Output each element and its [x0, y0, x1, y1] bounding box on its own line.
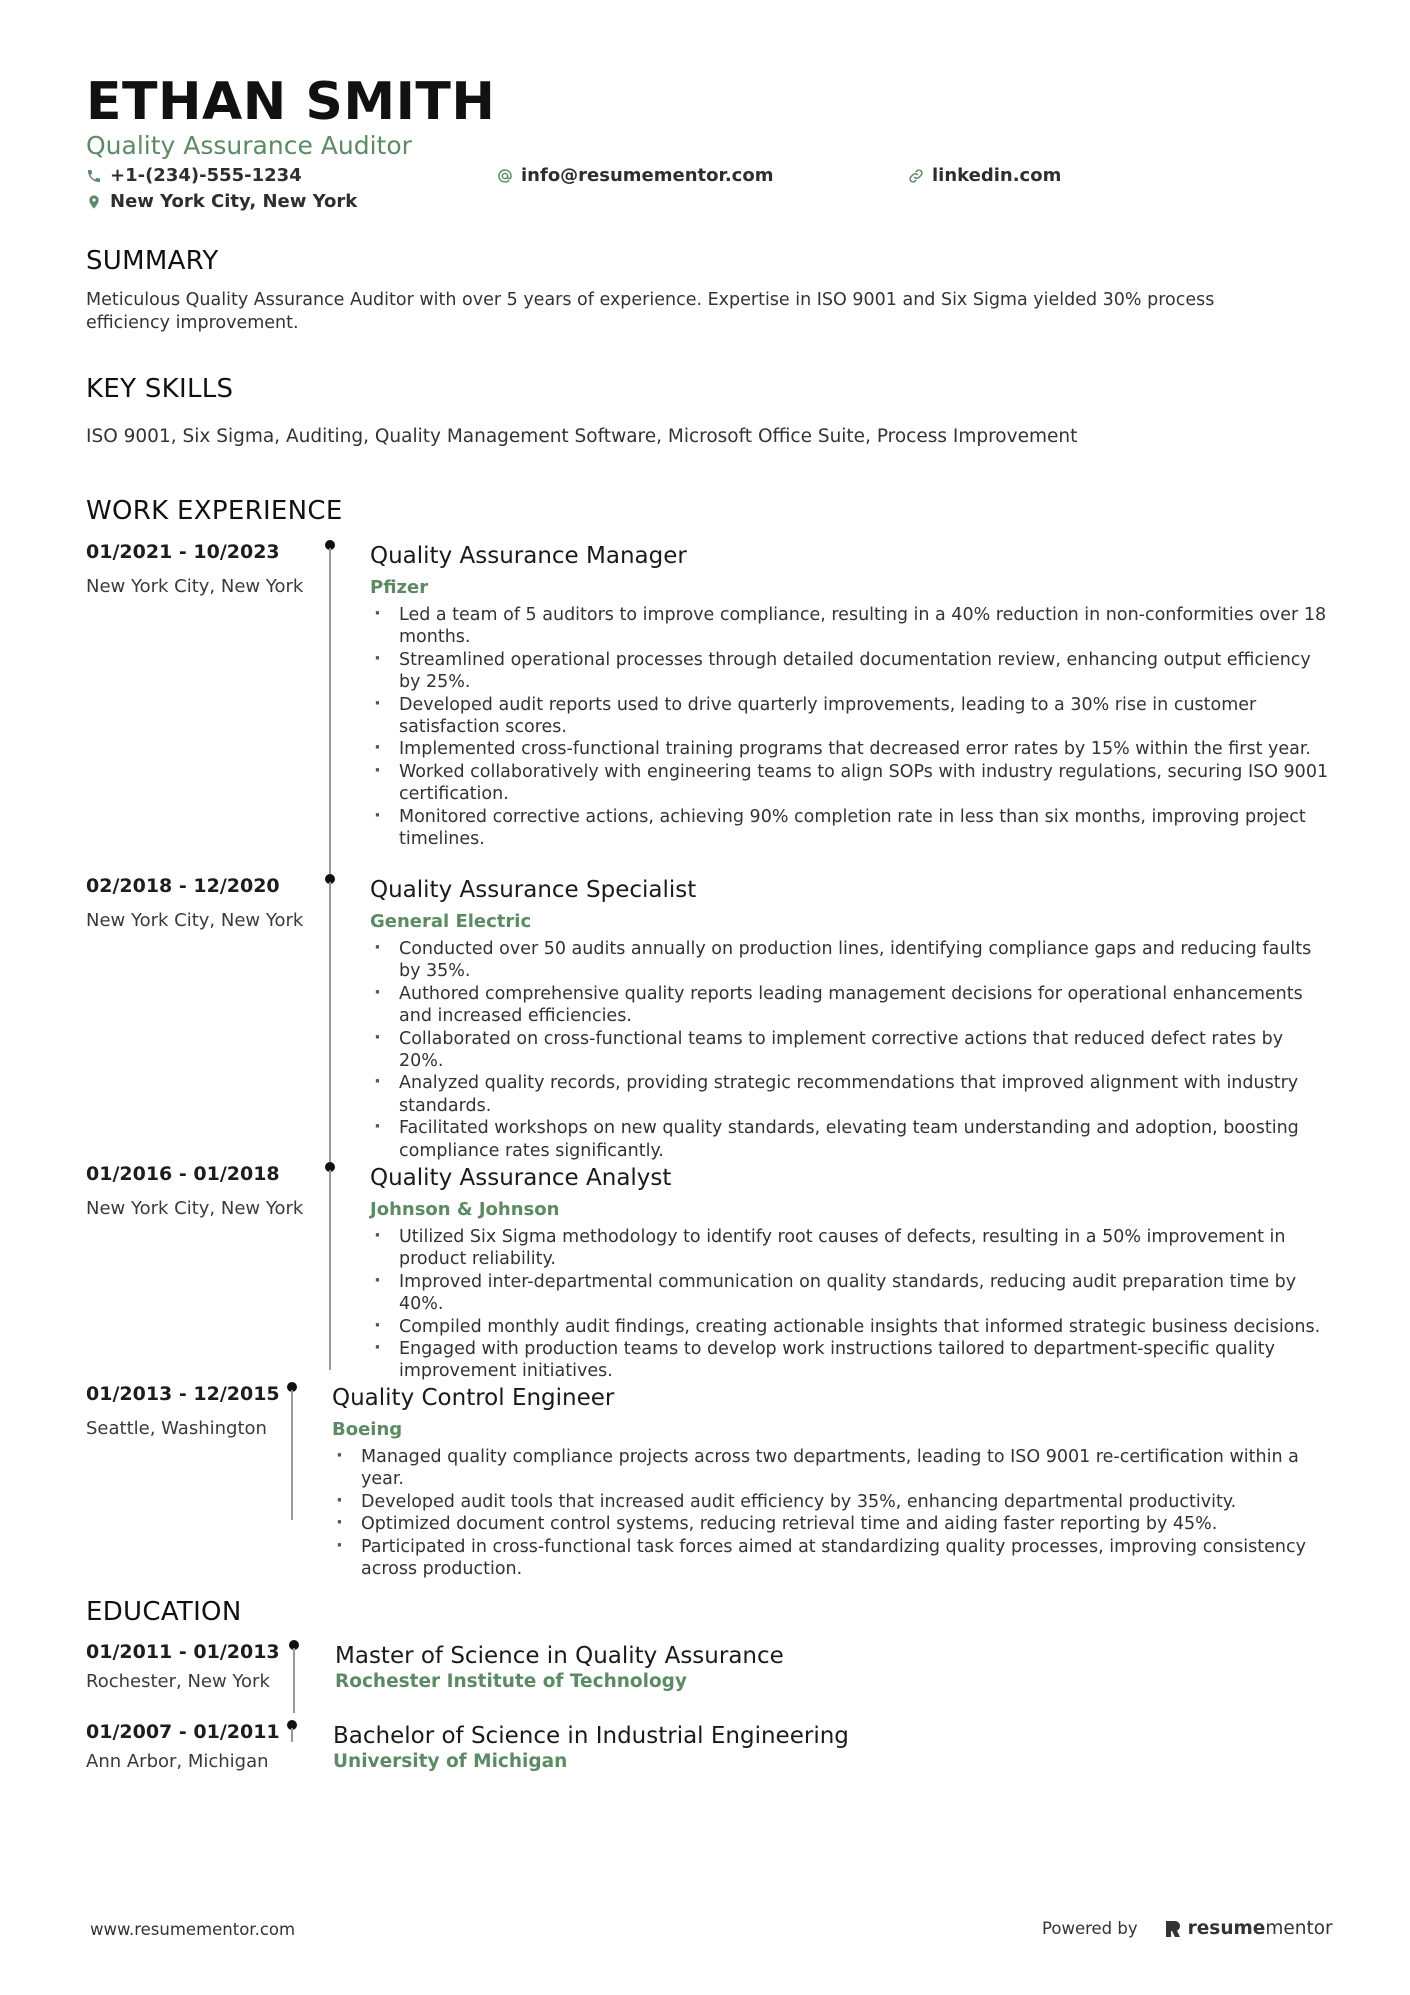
brand-name-thin: mentor	[1265, 1918, 1333, 1939]
job-bullet: · Facilitated workshops on new quality standards, elevating team understanding and adoption, boosting compliance rates significantly.	[370, 1117, 1330, 1162]
location-contact	[86, 190, 357, 214]
job-company: Johnson & Johnson	[370, 1199, 560, 1220]
job-bullet: · Developed audit reports used to drive quarterly improvements, leading to a 30% rise in customer satisfaction scores.	[370, 694, 1330, 739]
map-pin-icon	[86, 194, 102, 210]
job-dates: 01/2021 - 10/2023	[86, 541, 280, 563]
phone-contact	[86, 164, 302, 188]
job-bullet: · Developed audit tools that increased audit efficiency by 35%, enhancing departmental productivity.	[332, 1491, 1332, 1513]
candidate-title: Quality Assurance Auditor	[86, 131, 412, 160]
education-school: University of Michigan	[333, 1751, 568, 1772]
job-bullet: · Utilized Six Sigma methodology to identify root causes of defects, resulting in a 50% improvement in product reliability.	[370, 1226, 1330, 1271]
education-location: Ann Arbor, Michigan	[86, 1751, 269, 1772]
job-role: Quality Assurance Specialist	[370, 877, 697, 903]
job-location: New York City, New York	[86, 910, 304, 931]
job-bullet: · Collaborated on cross-functional teams to implement corrective actions that reduced defect rates by 20%.	[370, 1028, 1330, 1073]
timeline-line	[291, 1390, 293, 1520]
job-bullet: · Engaged with production teams to develop work instructions tailored to department-specific quality improvement initiatives.	[370, 1338, 1330, 1383]
skills-text: ISO 9001, Six Sigma, Auditing, Quality Management Software, Microsoft Office Suite, Process Improvement	[86, 426, 1078, 447]
education-school: Rochester Institute of Technology	[335, 1671, 687, 1692]
job-bullet: · Worked collaboratively with engineering teams to align SOPs with industry regulations, securing ISO 9001 certification.	[370, 761, 1330, 806]
at-icon	[497, 168, 513, 184]
job-bullet: · Compiled monthly audit findings, creating actionable insights that informed strategic business decisions.	[370, 1316, 1330, 1338]
job-bullet: · Managed quality compliance projects across two departments, leading to ISO 9001 re-certification within a year.	[332, 1446, 1332, 1491]
job-bullet: · Participated in cross-functional task forces aimed at standardizing quality processes, improving consistency across production.	[332, 1536, 1332, 1581]
education-dates: 01/2011 - 01/2013	[86, 1641, 280, 1663]
powered-by-label: Powered by	[1042, 1919, 1138, 1938]
brand-name-bold: resume	[1187, 1918, 1266, 1939]
job-company: General Electric	[370, 911, 532, 932]
resumementor-logo-icon	[1164, 1919, 1182, 1939]
job-role: Quality Control Engineer	[332, 1385, 615, 1411]
email-contact	[497, 164, 773, 188]
education-heading: EDUCATION	[86, 1597, 242, 1627]
education-degree: Bachelor of Science in Industrial Engineering	[333, 1723, 849, 1749]
timeline-line	[291, 1728, 293, 1742]
summary-heading: SUMMARY	[86, 246, 219, 276]
timeline-line	[293, 1648, 295, 1713]
experience-heading: WORK EXPERIENCE	[86, 496, 343, 526]
job-dates: 01/2013 - 12/2015	[86, 1383, 280, 1405]
summary-text: Meticulous Quality Assurance Auditor with over 5 years of experience. Expertise in ISO 9001 and Six Sigma yielded 30% process efficiency improvement.	[86, 290, 1215, 333]
candidate-name: ETHAN SMITH	[86, 72, 496, 132]
linkedin-contact	[908, 164, 1061, 188]
education-location: Rochester, New York	[86, 1671, 270, 1692]
job-bullet: · Improved inter-departmental communication on quality standards, reducing audit preparation time by 40%.	[370, 1271, 1330, 1316]
timeline-line	[329, 1170, 331, 1370]
job-role: Quality Assurance Manager	[370, 543, 687, 569]
job-bullet: · Optimized document control systems, reducing retrieval time and aiding faster reporting by 45%.	[332, 1513, 1332, 1535]
location-text: New York City, New York	[110, 191, 358, 212]
footer-branding	[1042, 1918, 1333, 1939]
email-text[interactable]: info@resumementor.com	[521, 165, 774, 186]
job-bullets	[370, 938, 1330, 1162]
job-dates: 02/2018 - 12/2020	[86, 875, 280, 897]
job-company: Boeing	[332, 1419, 403, 1440]
footer-website[interactable]: www.resumementor.com	[90, 1920, 296, 1939]
link-icon	[908, 168, 924, 184]
job-bullets	[370, 1226, 1330, 1383]
job-bullet: · Streamlined operational processes through detailed documentation review, enhancing output efficiency by 25%.	[370, 649, 1330, 694]
brand-logo[interactable]	[1164, 1918, 1333, 1939]
job-bullet: · Conducted over 50 audits annually on production lines, identifying compliance gaps and reducing faults by 35%.	[370, 938, 1330, 983]
timeline-line	[329, 882, 331, 1162]
job-bullet: · Implemented cross-functional training programs that decreased error rates by 15% within the first year.	[370, 738, 1330, 760]
job-bullets	[370, 604, 1330, 850]
job-company: Pfizer	[370, 577, 429, 598]
job-bullets	[332, 1446, 1332, 1580]
job-bullet: · Analyzed quality records, providing strategic recommendations that improved alignment with industry standards.	[370, 1072, 1330, 1117]
job-dates: 01/2016 - 01/2018	[86, 1163, 280, 1185]
timeline-line	[329, 548, 331, 874]
linkedin-text[interactable]: linkedin.com	[932, 165, 1062, 186]
job-location: New York City, New York	[86, 576, 304, 597]
education-dates: 01/2007 - 01/2011	[86, 1721, 280, 1743]
job-bullet: · Monitored corrective actions, achieving 90% completion rate in less than six months, improving project timelines.	[370, 806, 1330, 851]
phone-icon	[86, 168, 102, 184]
job-location: Seattle, Washington	[86, 1418, 267, 1439]
education-degree: Master of Science in Quality Assurance	[335, 1643, 784, 1669]
phone-text[interactable]: +1-(234)-555-1234	[110, 165, 302, 186]
job-bullet: · Authored comprehensive quality reports leading management decisions for operational enhancements and increased efficiencies.	[370, 983, 1330, 1028]
job-role: Quality Assurance Analyst	[370, 1165, 672, 1191]
skills-heading: KEY SKILLS	[86, 374, 234, 404]
job-bullet: · Led a team of 5 auditors to improve compliance, resulting in a 40% reduction in non-conformities over 18 months.	[370, 604, 1330, 649]
job-location: New York City, New York	[86, 1198, 304, 1219]
